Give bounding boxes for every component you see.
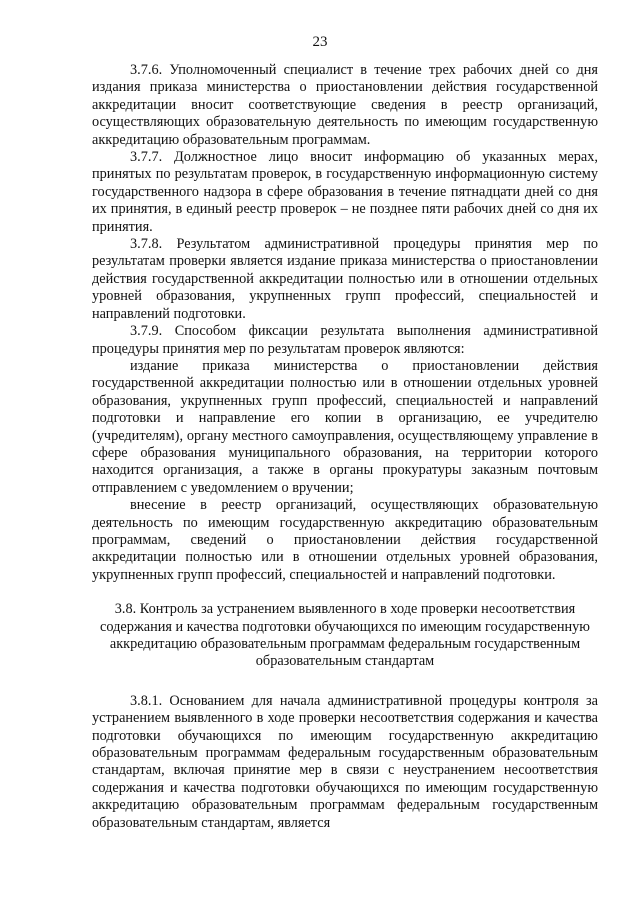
document-body (92, 62, 598, 832)
spacer (92, 671, 598, 693)
paragraph-3-7-9-item-1: издание приказа министерства о приостановлении действия государственной аккредитации полностью или в отношении отдельных уровней образования, укрупненных групп профессий, специальностей и направлений подготовки и направление его копии в организацию, ее учредителю (учредителям), органу местного самоуправления, осуществляющему управление в сфере образования муниципального образования, на территории которого находится организация, а также в органы прокуратуры заказным почтовым отправлением с уведомлением о вручении; (92, 357, 598, 496)
paragraph-3-7-8: 3.7.8. Результатом административной процедуры принятия мер по результатам проверки является издание приказа министерства о приостановлении действия государственной аккредитации полностью или в отношении отдельных уровней образования, укрупненных групп профессий, специальностей и направлений подготовки. (92, 236, 598, 322)
page-number: 23 (312, 34, 328, 50)
paragraph-3-7-9-item-2: внесение в реестр организаций, осуществляющих образовательную деятельность по имеющим государственную аккредитацию образовательным программам, сведений о приостановлении действия государственной аккредитации полностью или в отношении отдельных уровней образования, укрупненных групп профессий, специальностей и направлений подготовки. (92, 497, 598, 583)
section-heading-3-8: 3.8. Контроль за устранением выявленного в ходе проверки несоответствия содержания и качества подготовки обучающихся по имеющим государственную аккредитацию образовательным программам федеральным государственным образовательным стандартам (100, 601, 590, 670)
paragraph-3-7-6: 3.7.6. Уполномоченный специалист в течение трех рабочих дней со дня издания приказа министерства о приостановлении действия государственной аккредитации вносит соответствующие сведения в реестр организаций, осуществляющих образовательную деятельность по имеющим государственную аккредитацию образовательным программам. (92, 62, 598, 148)
paragraph-3-8-1: 3.8.1. Основанием для начала административной процедуры контроля за устранением выявленного в ходе проверки несоответствия содержания и качества подготовки обучающихся по имеющим государственную аккредитацию образовательным программам федеральным государственным образовательным стандартам, включая принятие мер в связи с неустранением несоответствия содержания и качества подготовки обучающихся по имеющим государственную аккредитацию образовательным программам федеральным государственным образовательным стандартам, является (92, 692, 598, 831)
paragraph-3-7-9: 3.7.9. Способом фиксации результата выполнения административной процедуры принятия мер по результатам проверок являются: (92, 323, 598, 357)
paragraph-3-7-7: 3.7.7. Должностное лицо вносит информацию об указанных мерах, принятых по результатам проверок, в государственную информационную систему государственного надзора в сфере образования в течение пятнадцати дней со дня их принятия, в единый реестр проверок – не позднее пяти рабочих дней со дня их принятия. (92, 149, 598, 235)
